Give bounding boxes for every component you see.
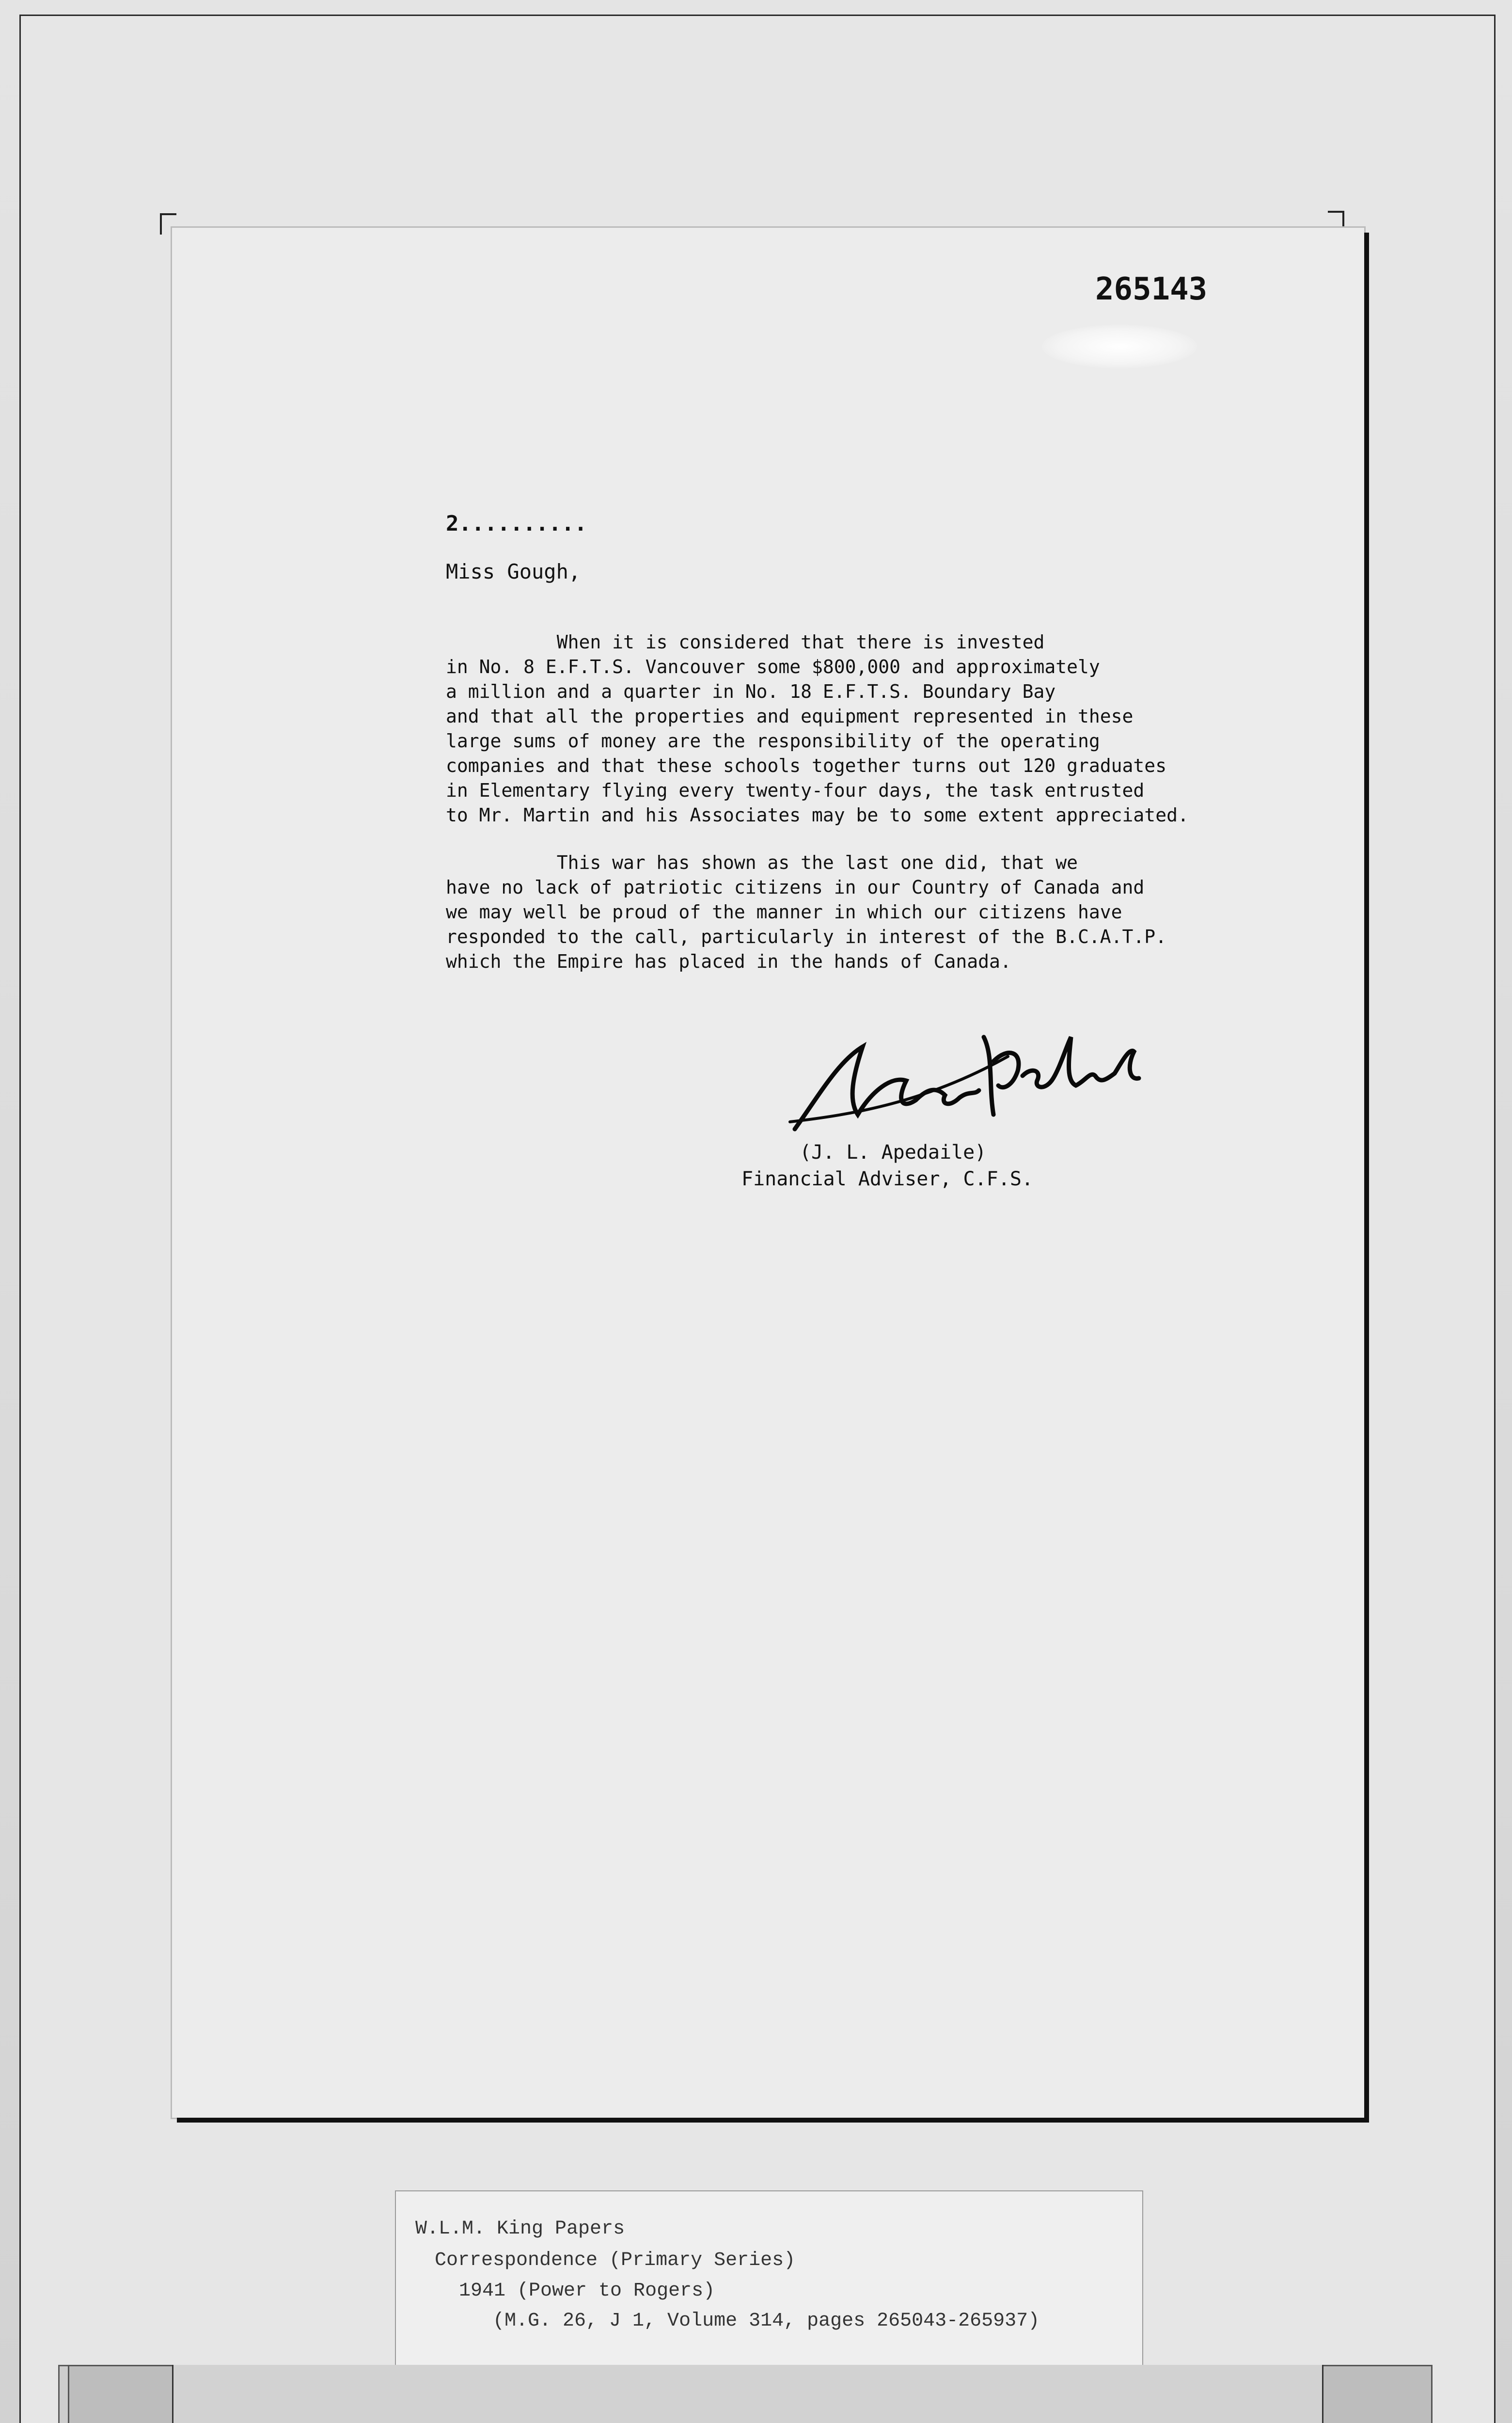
salutation: Miss Gough, [446, 560, 581, 583]
handwritten-signature [780, 1018, 1158, 1144]
tab-right-fold [1318, 2365, 1433, 2423]
archive-reference-card [395, 2190, 1143, 2374]
document-number: 265143 [1095, 271, 1208, 307]
reference-line-year: 1941 (Power to Rogers) [459, 2280, 715, 2302]
signatory-title: Financial Adviser, C.F.S. [741, 1168, 1034, 1190]
tab-left-fold [68, 2365, 182, 2423]
signatory-name: (J. L. Apedaile) [800, 1141, 987, 1164]
reference-line-series: Correspondence (Primary Series) [435, 2250, 796, 2271]
paragraph-war: This war has shown as the last one did, that we have no lack of patriotic citizens in our Country of Canada and we may well be proud of the manner in which our citizens have responded to the call, particularly in interest of the B.C.A.T.P. which the Empire has placed in the hands of Canada. [446, 852, 1167, 972]
reference-line-collection: W.L.M. King Papers [415, 2218, 625, 2240]
reference-line-volume: (M.G. 26, J 1, Volume 314, pages 265043-265937) [493, 2310, 1040, 2332]
paragraph-investment: When it is considered that there is invested in No. 8 E.F.T.S. Vancouver some $800,000 and approximately a million and a quarter in No. 18 E.F.T.S. Boundary Bay and that all the properties and equipment represented in these large sums of money are the responsibility of the operating companies and that these schools together turns out 120 graduates in Elementary flying every twenty-four days, the task entrusted to Mr. Martin and his Associates may be to some extent appreciated. [446, 631, 1189, 826]
smudge-mark [1042, 325, 1197, 368]
page-marker: 2.......... [446, 511, 587, 536]
public-archives-label [172, 2365, 1323, 2423]
